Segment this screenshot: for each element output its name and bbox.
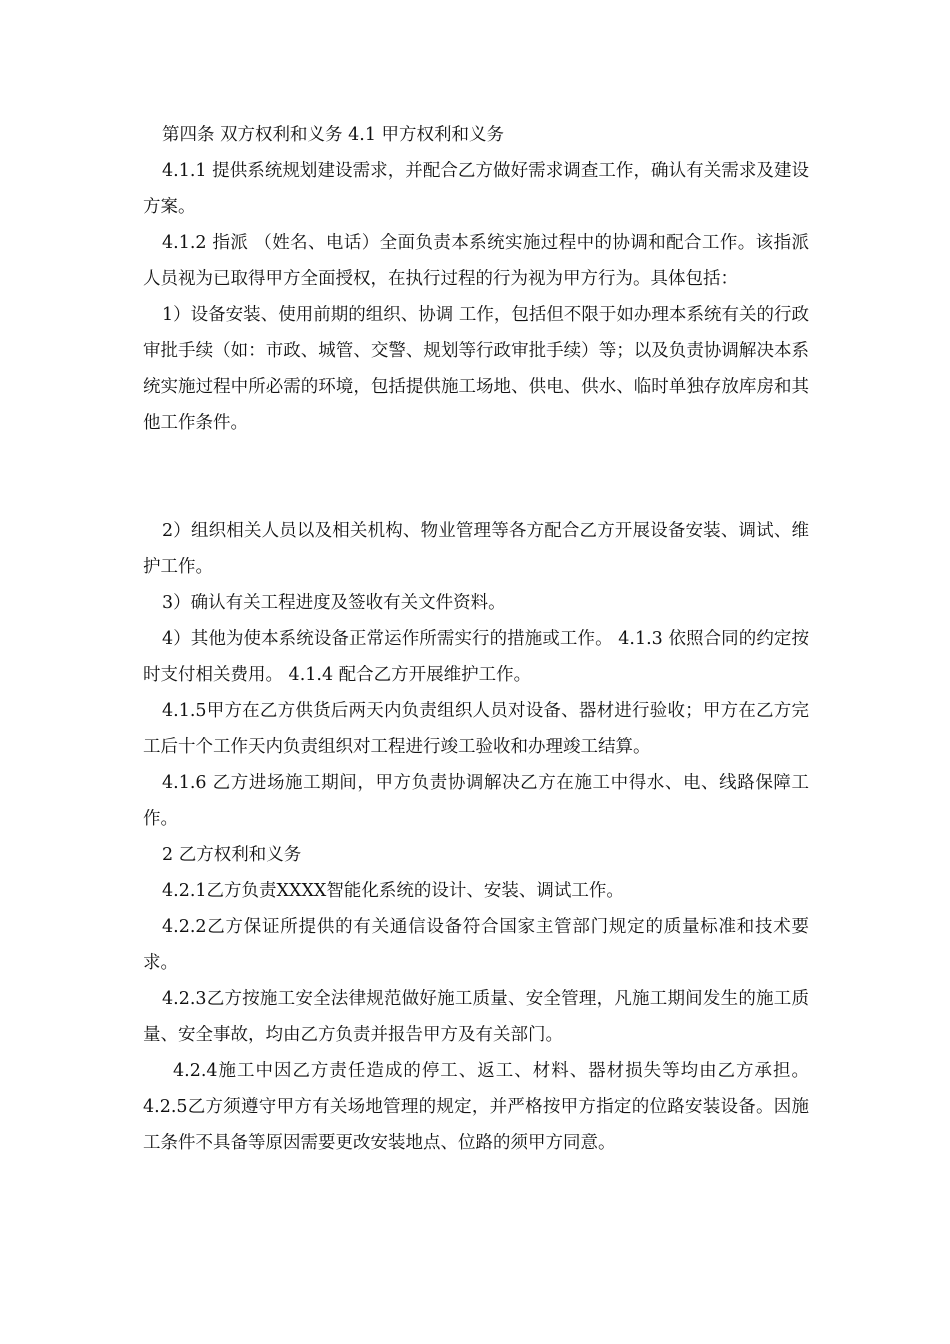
paragraph: 4.1.5甲方在乙方供货后两天内负责组织人员对设备、器材进行验收；甲方在乙方完工后十个工作天内负责组织对工程进行竣工验收和办理竣工结算。	[143, 701, 809, 757]
paragraph: 3）确认有关工程进度及签收有关文件资料。	[162, 593, 506, 613]
blank-space	[143, 441, 809, 513]
paragraph: 4.2.1乙方负责XXXX智能化系统的设计、安装、调试工作。	[162, 881, 624, 901]
paragraph: 2）组织相关人员以及相关机构、物业管理等各方配合乙方开展设备安装、调试、维护工作。	[143, 521, 809, 577]
paragraph: 4.1.6 乙方进场施工期间，甲方负责协调解决乙方在施工中得水、电、线路保障工作。	[143, 773, 809, 829]
paragraph: 4.1.2 指派 （姓名、电话）全面负责本系统实施过程中的协调和配合工作。该指派人员视为已取得甲方全面授权，在执行过程的行为视为甲方行为。具体包括：	[143, 233, 809, 289]
section-heading: 2 乙方权利和义务	[162, 845, 302, 865]
paragraph: 4.2.3乙方按施工安全法律规范做好施工质量、安全管理，凡施工期间发生的施工质量、安全事故，均由乙方负责并报告甲方及有关部门。	[143, 989, 809, 1045]
paragraph: 4.1.1 提供系统规划建设需求，并配合乙方做好需求调查工作，确认有关需求及建设方案。	[143, 161, 809, 217]
paragraph: 4.2.4施工中因乙方责任造成的停工、返工、材料、器材损失等均由乙方承担。 4.2.5乙方须遵守甲方有关场地管理的规定，并严格按甲方指定的位路安装设备。因施工条件不具备等原因需要更改安装地点、位路的须甲方同意。	[143, 1061, 809, 1153]
paragraph: 1）设备安装、使用前期的组织、协调 工作，包括但不限于如办理本系统有关的行政审批手续（如：市政、城管、交警、规划等行政审批手续）等；以及负责协调解决本系统实施过程中所必需的环境，包括提供施工场地、供电、供水、临时单独存放库房和其他工作条件。	[143, 305, 809, 433]
section-heading: 第四条 双方权利和义务 4.1 甲方权利和义务	[162, 125, 505, 145]
paragraph: 4.2.2乙方保证所提供的有关通信设备符合国家主管部门规定的质量标准和技术要求。	[143, 917, 809, 973]
paragraph: 4）其他为使本系统设备正常运作所需实行的措施或工作。 4.1.3 依照合同的约定按时支付相关费用。 4.1.4 配合乙方开展维护工作。	[143, 629, 809, 685]
document-body	[143, 117, 809, 1161]
